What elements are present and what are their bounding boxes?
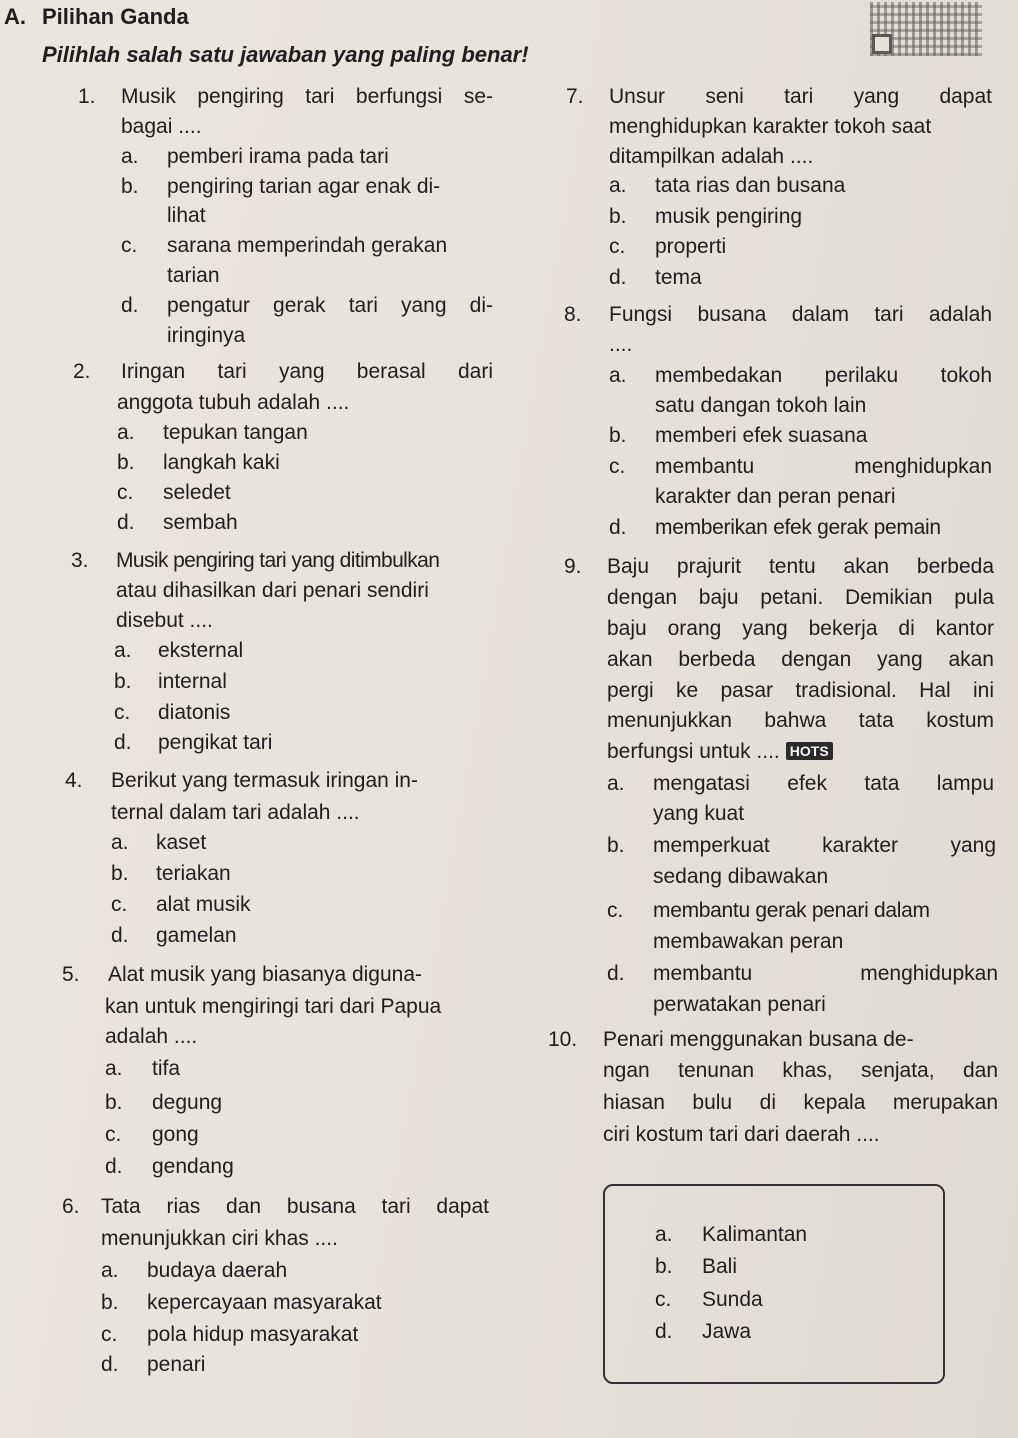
- q5-option-d-letter: d.: [105, 1155, 123, 1178]
- q10-option-c-letter: c.: [655, 1288, 672, 1311]
- q10-options-box: [603, 1184, 945, 1384]
- q4-option-d: gamelan: [156, 924, 237, 947]
- q8-stem-2: ....: [609, 333, 633, 356]
- q10-number: 10.: [548, 1028, 578, 1051]
- q3-option-b: internal: [158, 670, 227, 693]
- q7-number: 7.: [566, 85, 584, 108]
- q3-option-d-letter: d.: [114, 731, 132, 754]
- q10-option-d: Jawa: [702, 1320, 752, 1343]
- q1-stem-1: Musik pengiring tari berfungsi se-: [121, 85, 493, 108]
- q8-option-a-letter: a.: [609, 364, 627, 387]
- q7-option-a: tata rias dan busana: [655, 174, 846, 197]
- q4-option-d-letter: d.: [111, 924, 129, 947]
- q10-option-a-letter: a.: [655, 1223, 673, 1246]
- q6-option-c: pola hidup masyarakat: [147, 1323, 359, 1346]
- q9-option-d-cont: perwatakan penari: [653, 993, 826, 1016]
- q6-number: 6.: [62, 1195, 80, 1218]
- q9-option-a-cont: yang kuat: [653, 802, 745, 825]
- q10-option-d-letter: d.: [655, 1320, 673, 1343]
- q8-option-c-cont: karakter dan peran penari: [655, 485, 896, 508]
- q2-stem-1: Iringan tari yang berasal dari: [121, 360, 493, 383]
- q9-stem-5: pergi ke pasar tradisional. Hal ini: [607, 679, 994, 702]
- q2-option-d: sembah: [163, 511, 238, 534]
- q9-option-a: mengatasi efek tata lampu: [653, 772, 994, 795]
- q8-option-c-letter: c.: [609, 455, 626, 478]
- q10-option-a: Kalimantan: [702, 1223, 808, 1246]
- q10-stem-1: Penari menggunakan busana de-: [603, 1028, 914, 1051]
- q6-option-c-letter: c.: [101, 1323, 118, 1346]
- q8-number: 8.: [564, 303, 582, 326]
- q7-option-b: musik pengiring: [655, 205, 803, 228]
- q8-option-a: membedakan perilaku tokoh: [655, 364, 992, 387]
- q4-stem-2: ternal dalam tari adalah ....: [111, 801, 360, 824]
- q5-option-a-letter: a.: [105, 1057, 123, 1080]
- q10-stem-4: ciri kostum tari dari daerah ....: [603, 1123, 880, 1146]
- q7-option-a-letter: a.: [609, 174, 627, 197]
- q5-option-b-letter: b.: [105, 1091, 123, 1114]
- q5-option-c: gong: [152, 1123, 199, 1146]
- q6-option-d-letter: d.: [101, 1353, 119, 1376]
- q7-option-c: properti: [655, 235, 727, 258]
- q3-option-a: eksternal: [158, 639, 244, 662]
- q1-option-c-letter: c.: [121, 234, 138, 257]
- q2-option-a: tepukan tangan: [163, 421, 308, 444]
- q8-option-a-cont: satu dangan tokoh lain: [655, 394, 867, 417]
- q4-option-b: teriakan: [156, 862, 231, 885]
- q9-option-c-cont: membawakan peran: [653, 930, 844, 953]
- q3-number: 3.: [71, 549, 89, 572]
- q8-option-d-letter: d.: [609, 516, 627, 539]
- q4-option-c: alat musik: [156, 893, 251, 916]
- q1-option-b-letter: b.: [121, 175, 139, 198]
- q6-option-a-letter: a.: [101, 1259, 119, 1282]
- q10-option-b: Bali: [702, 1255, 738, 1278]
- q9-option-c: membantu gerak penari dalam: [653, 899, 930, 922]
- q9-stem-1: Baju prajurit tentu akan berbeda: [607, 555, 994, 578]
- q2-number: 2.: [73, 360, 91, 383]
- q4-option-a-letter: a.: [111, 831, 129, 854]
- q9-option-d: membantu menghidupkan: [653, 962, 998, 985]
- q4-option-a: kaset: [156, 831, 207, 854]
- q1-option-d-letter: d.: [121, 294, 139, 317]
- q10-option-c: Sunda: [702, 1288, 763, 1311]
- q6-stem-2: menunjukkan ciri khas ....: [101, 1227, 338, 1250]
- q3-option-c-letter: c.: [114, 701, 131, 724]
- q5-number: 5.: [62, 963, 80, 986]
- q5-option-b: degung: [152, 1091, 223, 1114]
- q8-option-c: membantu menghidupkan: [655, 455, 992, 478]
- q5-option-a: tifa: [152, 1057, 181, 1080]
- q8-option-b: memberi efek suasana: [655, 424, 868, 447]
- q9-option-a-letter: a.: [607, 772, 625, 795]
- q9-stem-7: berfungsi untuk .... HOTS: [607, 737, 833, 767]
- q1-option-b: pengiring tarian agar enak di-: [167, 175, 441, 198]
- hots-badge: HOTS: [786, 742, 833, 760]
- q9-stem-4: akan berbeda dengan yang akan: [607, 648, 994, 671]
- q1-option-a: pemberi irama pada tari: [167, 145, 389, 168]
- q9-stem-3: baju orang yang bekerja di kantor: [607, 617, 994, 640]
- q7-stem-2: menghidupkan karakter tokoh saat: [609, 115, 932, 138]
- q2-option-d-letter: d.: [117, 511, 135, 534]
- q4-option-c-letter: c.: [111, 893, 128, 916]
- q5-option-d: gendang: [152, 1155, 234, 1178]
- q9-stem-6: menunjukkan bahwa tata kostum: [607, 709, 994, 732]
- q6-option-d: penari: [147, 1353, 206, 1376]
- q6-option-a: budaya daerah: [147, 1259, 288, 1282]
- q5-stem-1: Alat musik yang biasanya diguna-: [108, 963, 423, 986]
- q9-option-d-letter: d.: [607, 962, 625, 985]
- q1-option-c-cont: tarian: [167, 264, 220, 287]
- q9-stem-2: dengan baju petani. Demikian pula: [607, 586, 994, 609]
- q3-stem-1: Musik pengiring tari yang ditimbulkan: [116, 549, 440, 572]
- q9-option-b-letter: b.: [607, 834, 625, 857]
- q1-number: 1.: [78, 85, 96, 108]
- qr-code-icon: [870, 2, 982, 56]
- q9-option-b-cont: sedang dibawakan: [653, 865, 829, 888]
- q2-option-c-letter: c.: [117, 481, 134, 504]
- q2-option-b: langkah kaki: [163, 451, 280, 474]
- q3-option-b-letter: b.: [114, 670, 132, 693]
- q3-stem-3: disebut ....: [116, 609, 213, 632]
- q3-option-d: pengikat tari: [158, 731, 273, 754]
- q1-option-b-cont: lihat: [167, 204, 206, 227]
- q8-stem-1: Fungsi busana dalam tari adalah: [609, 303, 992, 326]
- q2-stem-2: anggota tubuh adalah ....: [117, 391, 350, 414]
- q7-option-d: tema: [655, 266, 702, 289]
- q3-stem-2: atau dihasilkan dari penari sendiri: [116, 579, 429, 602]
- q2-option-b-letter: b.: [117, 451, 135, 474]
- q2-option-a-letter: a.: [117, 421, 135, 444]
- q9-option-b: memperkuat karakter yang: [653, 834, 996, 857]
- q8-option-b-letter: b.: [609, 424, 627, 447]
- q7-stem-1: Unsur seni tari yang dapat: [609, 85, 992, 108]
- q10-stem-3: hiasan bulu di kepala merupakan: [603, 1091, 998, 1114]
- q5-stem-2: kan untuk mengiringi tari dari Papua: [105, 995, 442, 1018]
- q10-option-b-letter: b.: [655, 1255, 673, 1278]
- q5-stem-3: adalah ....: [105, 1025, 198, 1048]
- q7-option-c-letter: c.: [609, 235, 626, 258]
- q9-option-c-letter: c.: [607, 899, 624, 922]
- section-heading: A. Pilihan Ganda: [4, 4, 189, 29]
- q4-option-b-letter: b.: [111, 862, 129, 885]
- q6-option-b: kepercayaan masyarakat: [147, 1291, 382, 1314]
- q7-option-d-letter: d.: [609, 266, 627, 289]
- q2-option-c: seledet: [163, 481, 231, 504]
- q5-option-c-letter: c.: [105, 1123, 122, 1146]
- q3-option-c: diatonis: [158, 701, 231, 724]
- q3-option-a-letter: a.: [114, 639, 132, 662]
- q4-stem-1: Berikut yang termasuk iringan in-: [111, 769, 418, 792]
- instruction: Pilihlah salah satu jawaban yang paling benar!: [42, 42, 529, 67]
- q1-stem-2: bagai ....: [121, 115, 202, 138]
- q1-option-d: pengatur gerak tari yang di-: [167, 294, 493, 317]
- q9-number: 9.: [564, 555, 582, 578]
- q1-option-c: sarana memperindah gerakan: [167, 234, 448, 257]
- q7-option-b-letter: b.: [609, 205, 627, 228]
- q1-option-d-cont: iringinya: [167, 324, 246, 347]
- q6-stem-1: Tata rias dan busana tari dapat: [101, 1195, 489, 1218]
- q7-stem-3: ditampilkan adalah ....: [609, 145, 814, 168]
- q1-option-a-letter: a.: [121, 145, 139, 168]
- q6-option-b-letter: b.: [101, 1291, 119, 1314]
- q4-number: 4.: [65, 769, 83, 792]
- q8-option-d: memberikan efek gerak pemain: [655, 516, 941, 539]
- q10-stem-2: ngan tenunan khas, senjata, dan: [603, 1059, 998, 1082]
